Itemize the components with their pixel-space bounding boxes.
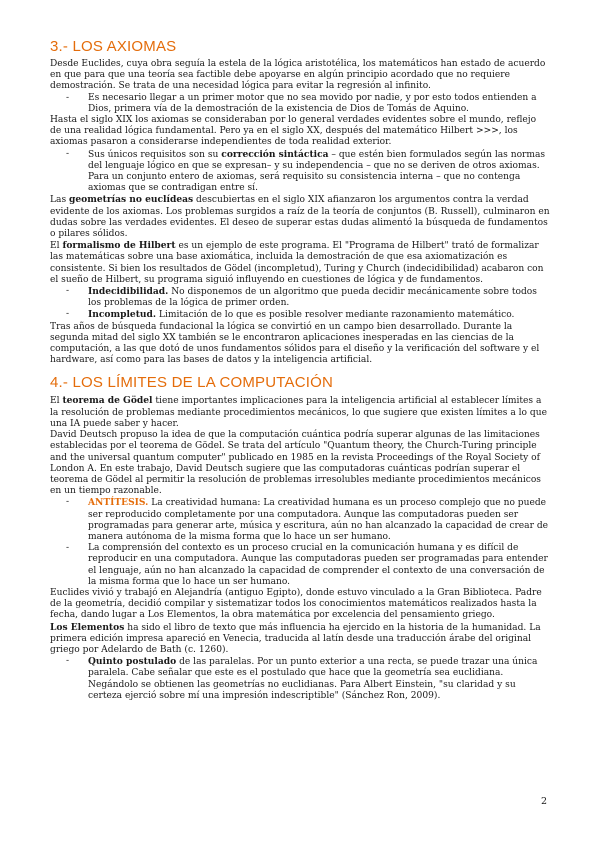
bullet-list <box>50 93 550 115</box>
section-3-heading: 3.- LOS AXIOMAS <box>50 38 177 55</box>
page-content <box>50 38 550 702</box>
section-4-heading: 4.- LOS LÍMITES DE LA COMPUTACIÓN <box>50 374 334 392</box>
bold-term: formalismo de Hilbert <box>62 240 176 252</box>
bullet-dash: - <box>66 497 70 508</box>
paragraph: Hasta el siglo XIX los axiomas se consideraban por lo general verdades evidentes sobre el mundo, reflejo de una realidad lógica fundamental. Pero ya en el siglo XX, después del matemático Hilbert >>>, los axiomas pasaron a considerarse independientes de toda realidad exterior. <box>50 115 537 148</box>
bullet-dash: - <box>66 286 70 297</box>
page-number: 2 <box>540 796 547 807</box>
paragraph: Tras años de búsqueda fundacional la lógica se convirtió en un campo bien desarrollado. Durante la segunda mitad del siglo XX también se le encontraron aplicaciones inesperadas en las ciencias de la computación, a las que dotó de unos fundamentos sólidos para el diseño y la verificación del software y el hardware, así como para las bases de datos y la inteligencia artificial. <box>50 321 540 366</box>
bullet-list <box>50 149 550 195</box>
bullet-list <box>50 656 550 702</box>
list-item: - Sus únicos requisitos son su corrección sintáctica – que estén bien formulados según las normas del lenguaje lógico en que se expresan– y su independencia – que no se deriven de otros axiomas. Para un conjunto entero de axiomas, será requisito su consistencia interna – que no contenga axiomas que se contradigan entre sí. <box>66 148 546 194</box>
bullet-list <box>50 497 550 588</box>
bullet-dash: - <box>66 656 70 667</box>
paragraph: El teorema de Gödel tiene importantes implicaciones para la inteligencia artificial al establecer límites a la resolución de problemas mediante procedimientos mecánicos, lo que sugiere que existen límites a lo que una IA puede saber y hacer. <box>50 395 547 429</box>
bold-term: Los Elementos <box>50 621 125 633</box>
bullet-dash: - <box>66 309 70 320</box>
paragraph: Los Elementos ha sido el libro de texto que más influencia ha ejercido en la historia de la humanidad. La primera edición impresa apareció en Venecia, traducida al latín desde una traducción árabe del original griego por Adelardo de Bath (c. 1260). <box>50 621 541 655</box>
bold-term: corrección sintáctica <box>221 148 329 160</box>
bullet-list <box>50 286 550 322</box>
bullet-dash: - <box>66 92 70 103</box>
paragraph: David Deutsch propuso la idea de que la computación cuántica podría superar algunas de las limitaciones establecidas por el teorema de Gödel. Se trata del artículo "Quantum theory, the Church-Turing principle and the universal quantum computer" publicado en 1985 en la revista Proceedings of the Royal Society of London A. En este trabajo, David Deutsch sugiere que las computadoras cuánticas podrían superar el teorema de Gödel al permitir la resolución de problemas irresolubles mediante procedimientos mecánicos en un tiempo razonable. <box>50 430 541 497</box>
bold-term: geometrías no euclídeas <box>69 194 194 206</box>
list-item: - ANTÍTESIS. La creatividad humana: La creatividad humana es un proceso complejo que no puede ser reproducido completamente por una computadora. Aunque las computadoras pueden ser programadas para generar arte, música y escritura, aún no han alcanzado la capacidad de crear de manera autónoma de la misma forma que lo hace un ser humano. <box>66 497 549 542</box>
bold-term: Incompletud. <box>88 309 157 321</box>
bold-term: teorema de Gödel <box>62 395 153 407</box>
list-item: - Es necesario llegar a un primer motor que no sea movido por nadie, y por esto todos entienden a Dios, primera vía de la demostración de la existencia de Dios de Tomás de Aquino. <box>66 92 537 114</box>
list-item: - Quinto postulado de las paralelas. Por un punto exterior a una recta, se puede trazar una única paralela. Cabe señalar que este es el postulado que hace que la geometría sea euclidiana. Negándolo se obtienen las geometrías no euclidianas. Para Albert Einstein, "su claridad y su certeza ejerció sobre mí una impresión indescriptible" (Sánchez Ron, 2009). <box>66 656 538 701</box>
bullet-dash: - <box>66 148 70 159</box>
list-item: - La comprensión del contexto es un proceso crucial en la comunicación humana y es difícil de reproducir en una computadora. Aunque las computadoras pueden ser programadas para entender el lenguaje, aún no han alcanzado la capacidad de comprender el contexto de una conversación de la misma forma que lo hace un ser humano. <box>66 543 548 587</box>
list-item: - Incompletud. Limitación de lo que es posible resolver mediante razonamiento matemático. <box>66 309 515 321</box>
bullet-dash: - <box>66 543 70 554</box>
paragraph: Euclides vivió y trabajó en Alejandría (antiguo Egipto), donde estuvo vinculado a la Gran Biblioteca. Padre de la geometría, decidió compilar y sistematizar todos los conocimientos matemáticos realizados hasta la fecha, dando lugar a Los Elementos, la obra matemática por excelencia del pensamiento griego. <box>50 587 542 621</box>
highlight-term: ANTÍTESIS. <box>88 497 149 509</box>
paragraph: Desde Euclides, cuya obra seguía la estela de la lógica aristotélica, los matemáticos han estado de acuerdo en que para que una teoría sea factible debe apoyarse en algún principio acordado que no requiere demostración. Se trata de una necesidad lógica para evitar la regresión al infinito. <box>50 59 546 92</box>
bold-term: Quinto postulado <box>88 656 177 668</box>
list-item: - Indecidibilidad. No disponemos de un algoritmo que pueda decidir mecánicamente sobre todos los problemas de la lógica de primer orden. <box>66 286 537 309</box>
bold-term: Indecidibilidad. <box>88 286 169 298</box>
paragraph: Las geometrías no euclídeas descubiertas en el siglo XIX afianzaron los argumentos contra la verdad evidente de los axiomas. Los problemas surgidos a raíz de la teoría de conjuntos (B. Russell), culminaron en dudas sobre las verdades evidentes. El deseo de superar estas dudas alimentó la búsqueda de fundamentos o pilares sólidos. <box>50 194 550 240</box>
paragraph: El formalismo de Hilbert es un ejemplo de este programa. El "Programa de Hilbert" trató de formalizar las matemáticas sobre una base axiomática, incluida la demostración de que esa axiomatización es consistente. Si bien los resultados de Gödel (incompletud), Turing y Church (indecidibilidad) acabaron con el sueño de Hilbert, su programa siguió influyendo en cuestiones de lógica y de fundamentos. <box>50 240 544 285</box>
